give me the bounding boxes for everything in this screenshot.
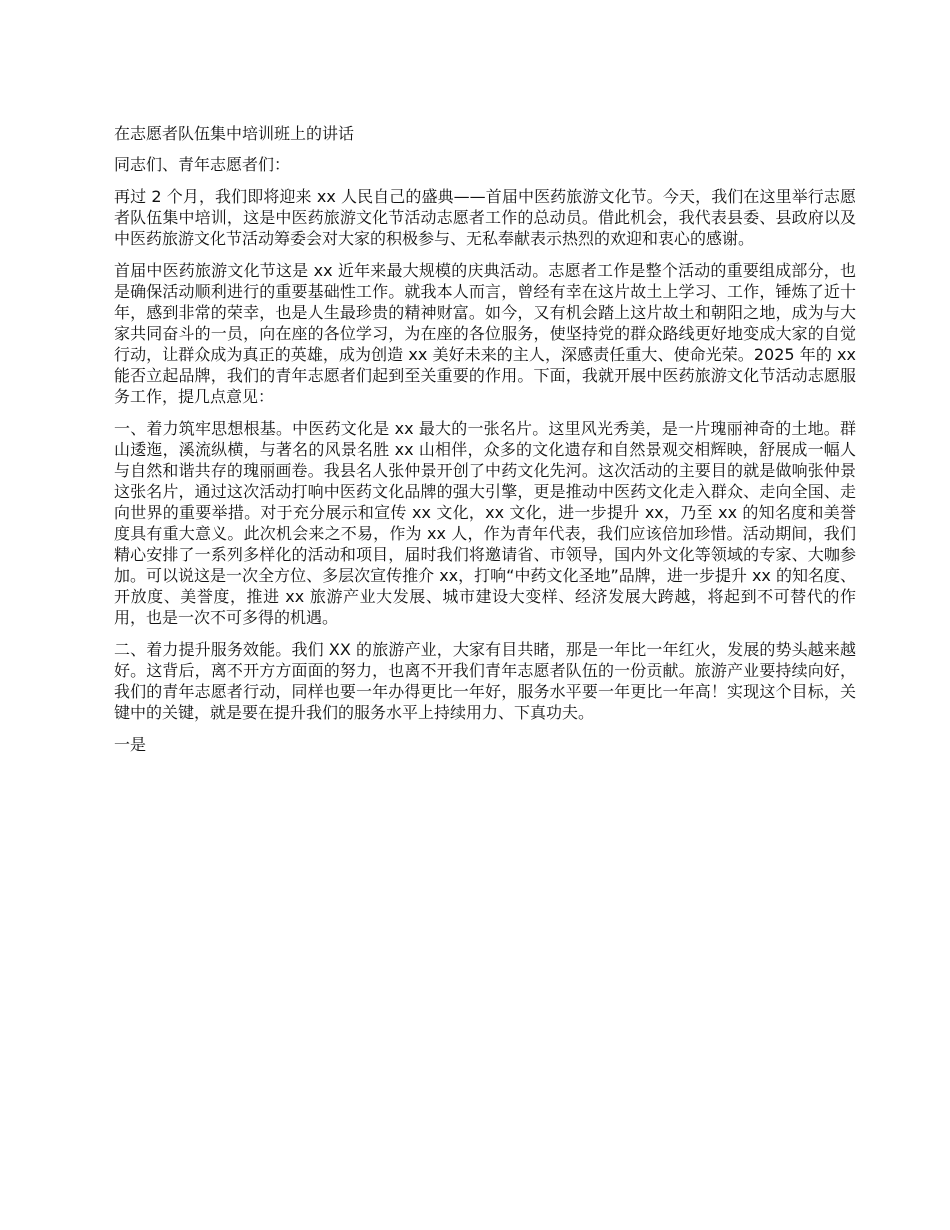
paragraph-intro: 再过 2 个月，我们即将迎来 xx 人民自己的盛典——首届中医药旅游文化节。今天，我们在这里举行志愿者队伍集中培训，这是中医药旅游文化节活动志愿者工作的总动员。借此机会，我代表县委、县政府以及中医药旅游文化节活动筹委会对大家的积极参与、无私奉献表示热烈的欢迎和衷心的感谢。 bbox=[114, 187, 856, 248]
paragraph-first-item: 一是 bbox=[114, 735, 147, 754]
document-title: 在志愿者队伍集中培训班上的讲话 bbox=[114, 124, 355, 143]
paragraph-point-two: 二、着力提升服务效能。我们 XX 的旅游产业，大家有目共睹，那是一年比一年红火，发展的势头越来越好。这背后，离不开方方面面的努力，也离不开我们青年志愿者队伍的一份贡献。旅游产业要持续向好，我们的青年志愿者行动，同样也要一年办得更比一年好，服务水平要一年更比一年高！实现这个目标，关键中的关键，就是要在提升我们的服务水平上持续用力、下真功夫。 bbox=[114, 640, 856, 722]
salutation: 同志们、青年志愿者们： bbox=[114, 155, 291, 174]
document-page bbox=[114, 124, 856, 766]
paragraph-point-one: 一、着力筑牢思想根基。中医药文化是 xx 最大的一张名片。这里风光秀美，是一片瑰丽神奇的土地。群山逶迤，溪流纵横，与著名的风景名胜 xx 山相伴，众多的文化遗存和自然景观交相辉映，舒展成一幅人与自然和谐共存的瑰丽画卷。我县名人张仲景开创了中药文化先河。这次活动的主要目的就是做响张仲景这张名片，通过这次活动打响中医药文化品牌的强大引擎，更是推动中医药文化走入群众、走向全国、走向世界的重要举措。对于充分展示和宣传 xx 文化，xx 文化，进一步提升 xx，乃至 xx 的知名度和美誉度具有重大意义。此次机会来之不易，作为 xx 人，作为青年代表，我们应该倍加珍惜。活动期间，我们精心安排了一系列多样化的活动和项目，届时我们将邀请省、市领导，国内外文化等领域的专家、大咖参加。可以说这是一次全方位、多层次宣传推介 xx，打响“中药文化圣地”品牌，进一步提升 xx 的知名度、开放度、美誉度，推进 xx 旅游产业大发展、城市建设大变样、经济发展大跨越，将起到不可替代的作用，也是一次不可多得的机遇。 bbox=[114, 419, 856, 627]
paragraph-festival: 首届中医药旅游文化节这是 xx 近年来最大规模的庆典活动。志愿者工作是整个活动的重要组成部分，也是确保活动顺利进行的重要基础性工作。就我本人而言，曾经有幸在这片故土上学习、工作，锤炼了近十年，感到非常的荣幸，也是人生最珍贵的精神财富。如今，又有机会踏上这片故土和朝阳之地，成为与大家共同奋斗的一员，向在座的各位学习，为在座的各位服务，使坚持党的群众路线更好地变成大家的自觉行动，让群众成为真正的英雄，成为创造 xx 美好未来的主人，深感责任重大、使命光荣。2025 年的 xx 能否立起品牌，我们的青年志愿者们起到至关重要的作用。下面，我就开展中医药旅游文化节活动志愿服务工作，提几点意见： bbox=[114, 261, 856, 406]
